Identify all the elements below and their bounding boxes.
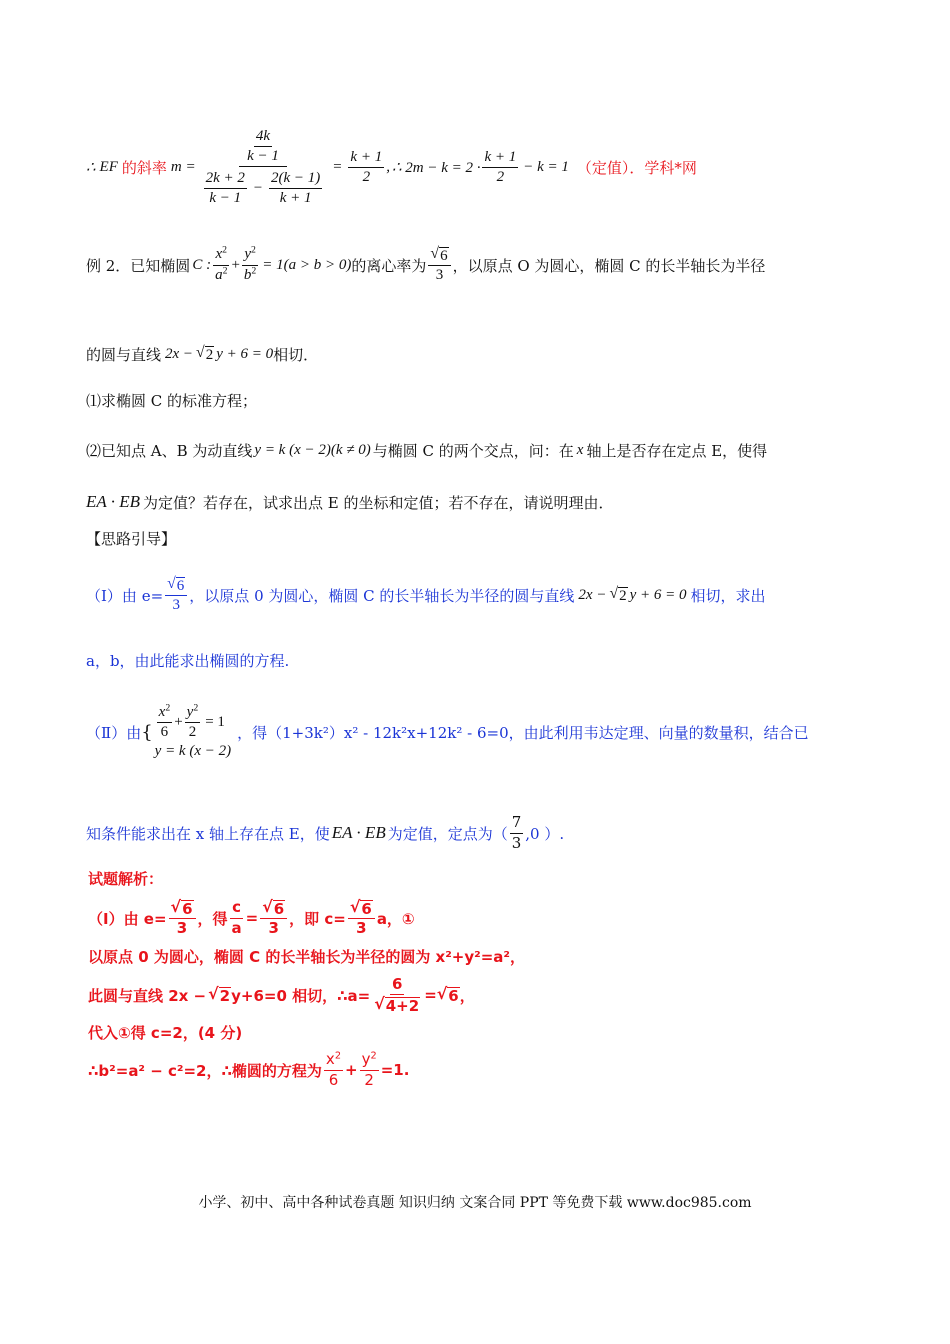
ellipse-name: C : xyxy=(192,256,212,273)
comma: , xyxy=(386,159,390,175)
analysis-e-value: √ 6 3 xyxy=(169,899,196,938)
analysis-x-over-6: $\frac{x^2}{6}$ xyxy=(325,1050,342,1089)
analysis-l1-prefix: （Ⅰ）由 e= xyxy=(88,909,167,928)
chain-fraction: $\frac{k + 1}{2}$ xyxy=(484,148,517,185)
q2-prefix: ⑵已知点 A、B 为动直线 xyxy=(86,441,253,460)
hint-sqrt-two: √ 2 xyxy=(609,584,627,604)
line-eq-a: 2x − xyxy=(165,345,194,362)
slope-big-fraction: $\frac{4k}{k - 1}$ $\frac{2k + 2}{k - 1}$ − $\frac{2(k - 1)}{k + 1}$ xyxy=(205,128,321,206)
hint-p3-middle: 为定值，定点为（ xyxy=(387,824,508,843)
chain-expression: ∴ 2m − k = 2 · xyxy=(391,160,481,176)
analysis-sqrt-two: √ 2 xyxy=(208,983,231,1005)
system-brace: { xyxy=(141,721,153,743)
hint-p1-prefix: （Ⅰ）由 e= xyxy=(86,586,164,605)
therefore-symbol: ∴ xyxy=(86,160,96,176)
tangent-text: 相切． xyxy=(273,345,319,364)
chain-tail: − k = 1 xyxy=(523,159,569,175)
slope-den-a: $\frac{2k + 2}{k - 1}$ xyxy=(205,169,245,206)
analysis-sqrt-six: √ 6 xyxy=(436,983,459,1005)
fixed-value-note: （定值）．学科*网 xyxy=(576,159,697,177)
hint-title: 【思路引导】 xyxy=(86,530,177,548)
line-eq-b: y + 6 = 0 xyxy=(216,345,274,362)
hint-dot-product: EA · EB xyxy=(331,823,386,842)
analysis-line2: 以原点 0 为圆心，椭圆 C 的长半轴长为半径的圆为 x²+y²=a²， xyxy=(88,948,525,966)
hint-p3-suffix: ,0 ）. xyxy=(525,824,565,843)
hint-p2-prefix: （Ⅱ）由 xyxy=(86,723,142,742)
equals-sign: = xyxy=(332,159,343,175)
equation-system: $\frac{x^2}{6}$ + $\frac{y^2}{2}$ = 1 y = k (x − 2) xyxy=(154,702,232,760)
analysis-ratio-value: √ 6 3 xyxy=(260,899,287,938)
slope-den-b: $\frac{2(k - 1)}{k + 1}$ xyxy=(271,169,321,206)
analysis-l1-suffix: a，① xyxy=(376,909,415,928)
slope-label: 的斜率 xyxy=(121,159,167,177)
hint-p1-suffix: 相切，求出 xyxy=(690,586,766,605)
analysis-a-fraction: 6 √ 4+2 xyxy=(374,974,420,1015)
page-footer: 小学、初中、高中各种试卷真题 知识归纳 文案合同 PPT 等免费下载 www.doc985.com xyxy=(198,1195,752,1211)
analysis-c-coeff: √ 6 3 xyxy=(348,899,375,938)
hint-part1-line2: a，b，由此能求出椭圆的方程. xyxy=(86,652,290,670)
analysis-l5-suffix: =1. xyxy=(380,1061,410,1079)
analysis-l1-de: ，得 xyxy=(197,909,228,928)
circle-line-text: 的圆与直线 xyxy=(86,345,162,364)
fixed-point-x: $\frac{7}{3}$ xyxy=(511,813,522,852)
solution-slope-line xyxy=(86,120,697,215)
dot-product-expr: EA · EB xyxy=(86,492,140,511)
hint-part3-line xyxy=(86,808,564,858)
question-1: ⑴求椭圆 C 的标准方程； xyxy=(86,392,258,410)
eccentricity-value: √ 6 3 xyxy=(428,246,450,285)
analysis-y-over-2: $\frac{y^2}{2}$ xyxy=(361,1050,377,1089)
analysis-l1-eq: = xyxy=(245,909,259,927)
moving-line-eq: y = k (x − 2)(k ≠ 0) xyxy=(254,441,371,458)
m-equals: m = xyxy=(170,159,196,175)
hint-p2-text: ，得（1+3k²）x² - 12k²x+12k² - 6=0，由此利用韦达定理、向量的数量积，结合已 xyxy=(237,723,809,742)
y-over-b: $\frac{y^2}{b^2}$ xyxy=(243,244,257,283)
ellipse-condition: = 1(a > b > 0) xyxy=(262,256,352,273)
hint-line-eq-a: 2x − xyxy=(578,586,607,603)
question-2-line2 xyxy=(86,488,613,516)
c-over-a: $\frac{c}{a}$ xyxy=(231,898,242,937)
hint-line-eq-b: y + 6 = 0 xyxy=(629,586,687,603)
analysis-l3-suffix: ， xyxy=(459,986,475,1005)
analysis-line1 xyxy=(88,893,415,943)
example2-intro: 例 2．已知椭圆 xyxy=(86,256,191,275)
sqrt-two: √ 2 xyxy=(196,343,214,363)
analysis-l5-prefix: ∴b²=a² − c²=2，∴椭圆的方程为 xyxy=(88,1061,322,1080)
hint-p3-prefix: 知条件能求出在 x 轴上存在点 E，使 xyxy=(86,824,330,843)
ef-label: EF xyxy=(99,159,118,175)
hint-p1-middle: ，以原点 0 为圆心，椭圆 C 的长半轴长为半径的圆与直线 xyxy=(189,586,575,605)
q2-ask-text: 为定值？若存在，试求出点 E 的坐标和定值；若不存在，请说明理由． xyxy=(142,493,614,512)
analysis-line3 xyxy=(88,972,475,1018)
analysis-l1-ji: ，即 c= xyxy=(289,909,346,928)
analysis-line5: ∴b²=a² − c²=2，∴椭圆的方程为 $\frac{x^2}{6}$ + $\frac{y^2}{2}$ =1. xyxy=(88,1050,410,1089)
analysis-l3-middle: y+6=0 相切，∴a= xyxy=(231,986,371,1005)
example2-line1: 例 2．已知椭圆 C : $\frac{x^2}{a^2}$ + $\frac{y^2}{b^2}$ = 1(a > b > 0) 的离心率为 √ 6 3 ，以原点 O 为圆心，椭圆 C 的长半轴长为半径 xyxy=(86,244,766,284)
analysis-title: 试题解析： xyxy=(88,870,164,888)
hint-part1-line1 xyxy=(86,570,766,620)
q2-suffix: 轴上是否存在定点 E，使得 xyxy=(586,441,768,460)
eccentricity-text: 的离心率为 xyxy=(351,256,427,275)
slope-result: $\frac{k + 1}{2}$ xyxy=(350,148,383,185)
x-axis-var: x xyxy=(576,441,584,458)
analysis-l3-prefix: 此圆与直线 2x − xyxy=(88,986,207,1005)
analysis-l3-eq: = xyxy=(424,986,437,1004)
question-2-line1 xyxy=(86,436,767,464)
hint-ecc-value: √ 6 3 xyxy=(165,576,187,615)
analysis-line4: 代入①得 c=2，(4 分) xyxy=(88,1024,243,1042)
hint-part2-line xyxy=(86,692,809,772)
example2-line2 xyxy=(86,340,318,368)
example2-rest: ，以原点 O 为圆心，椭圆 C 的长半轴长为半径 xyxy=(452,256,766,275)
q2-middle: 与椭圆 C 的两个交点，问：在 xyxy=(372,441,574,460)
slope-numerator: $\frac{4k}{k - 1}$ xyxy=(247,128,279,165)
x-over-a: $\frac{x^2}{a^2}$ xyxy=(215,244,228,283)
